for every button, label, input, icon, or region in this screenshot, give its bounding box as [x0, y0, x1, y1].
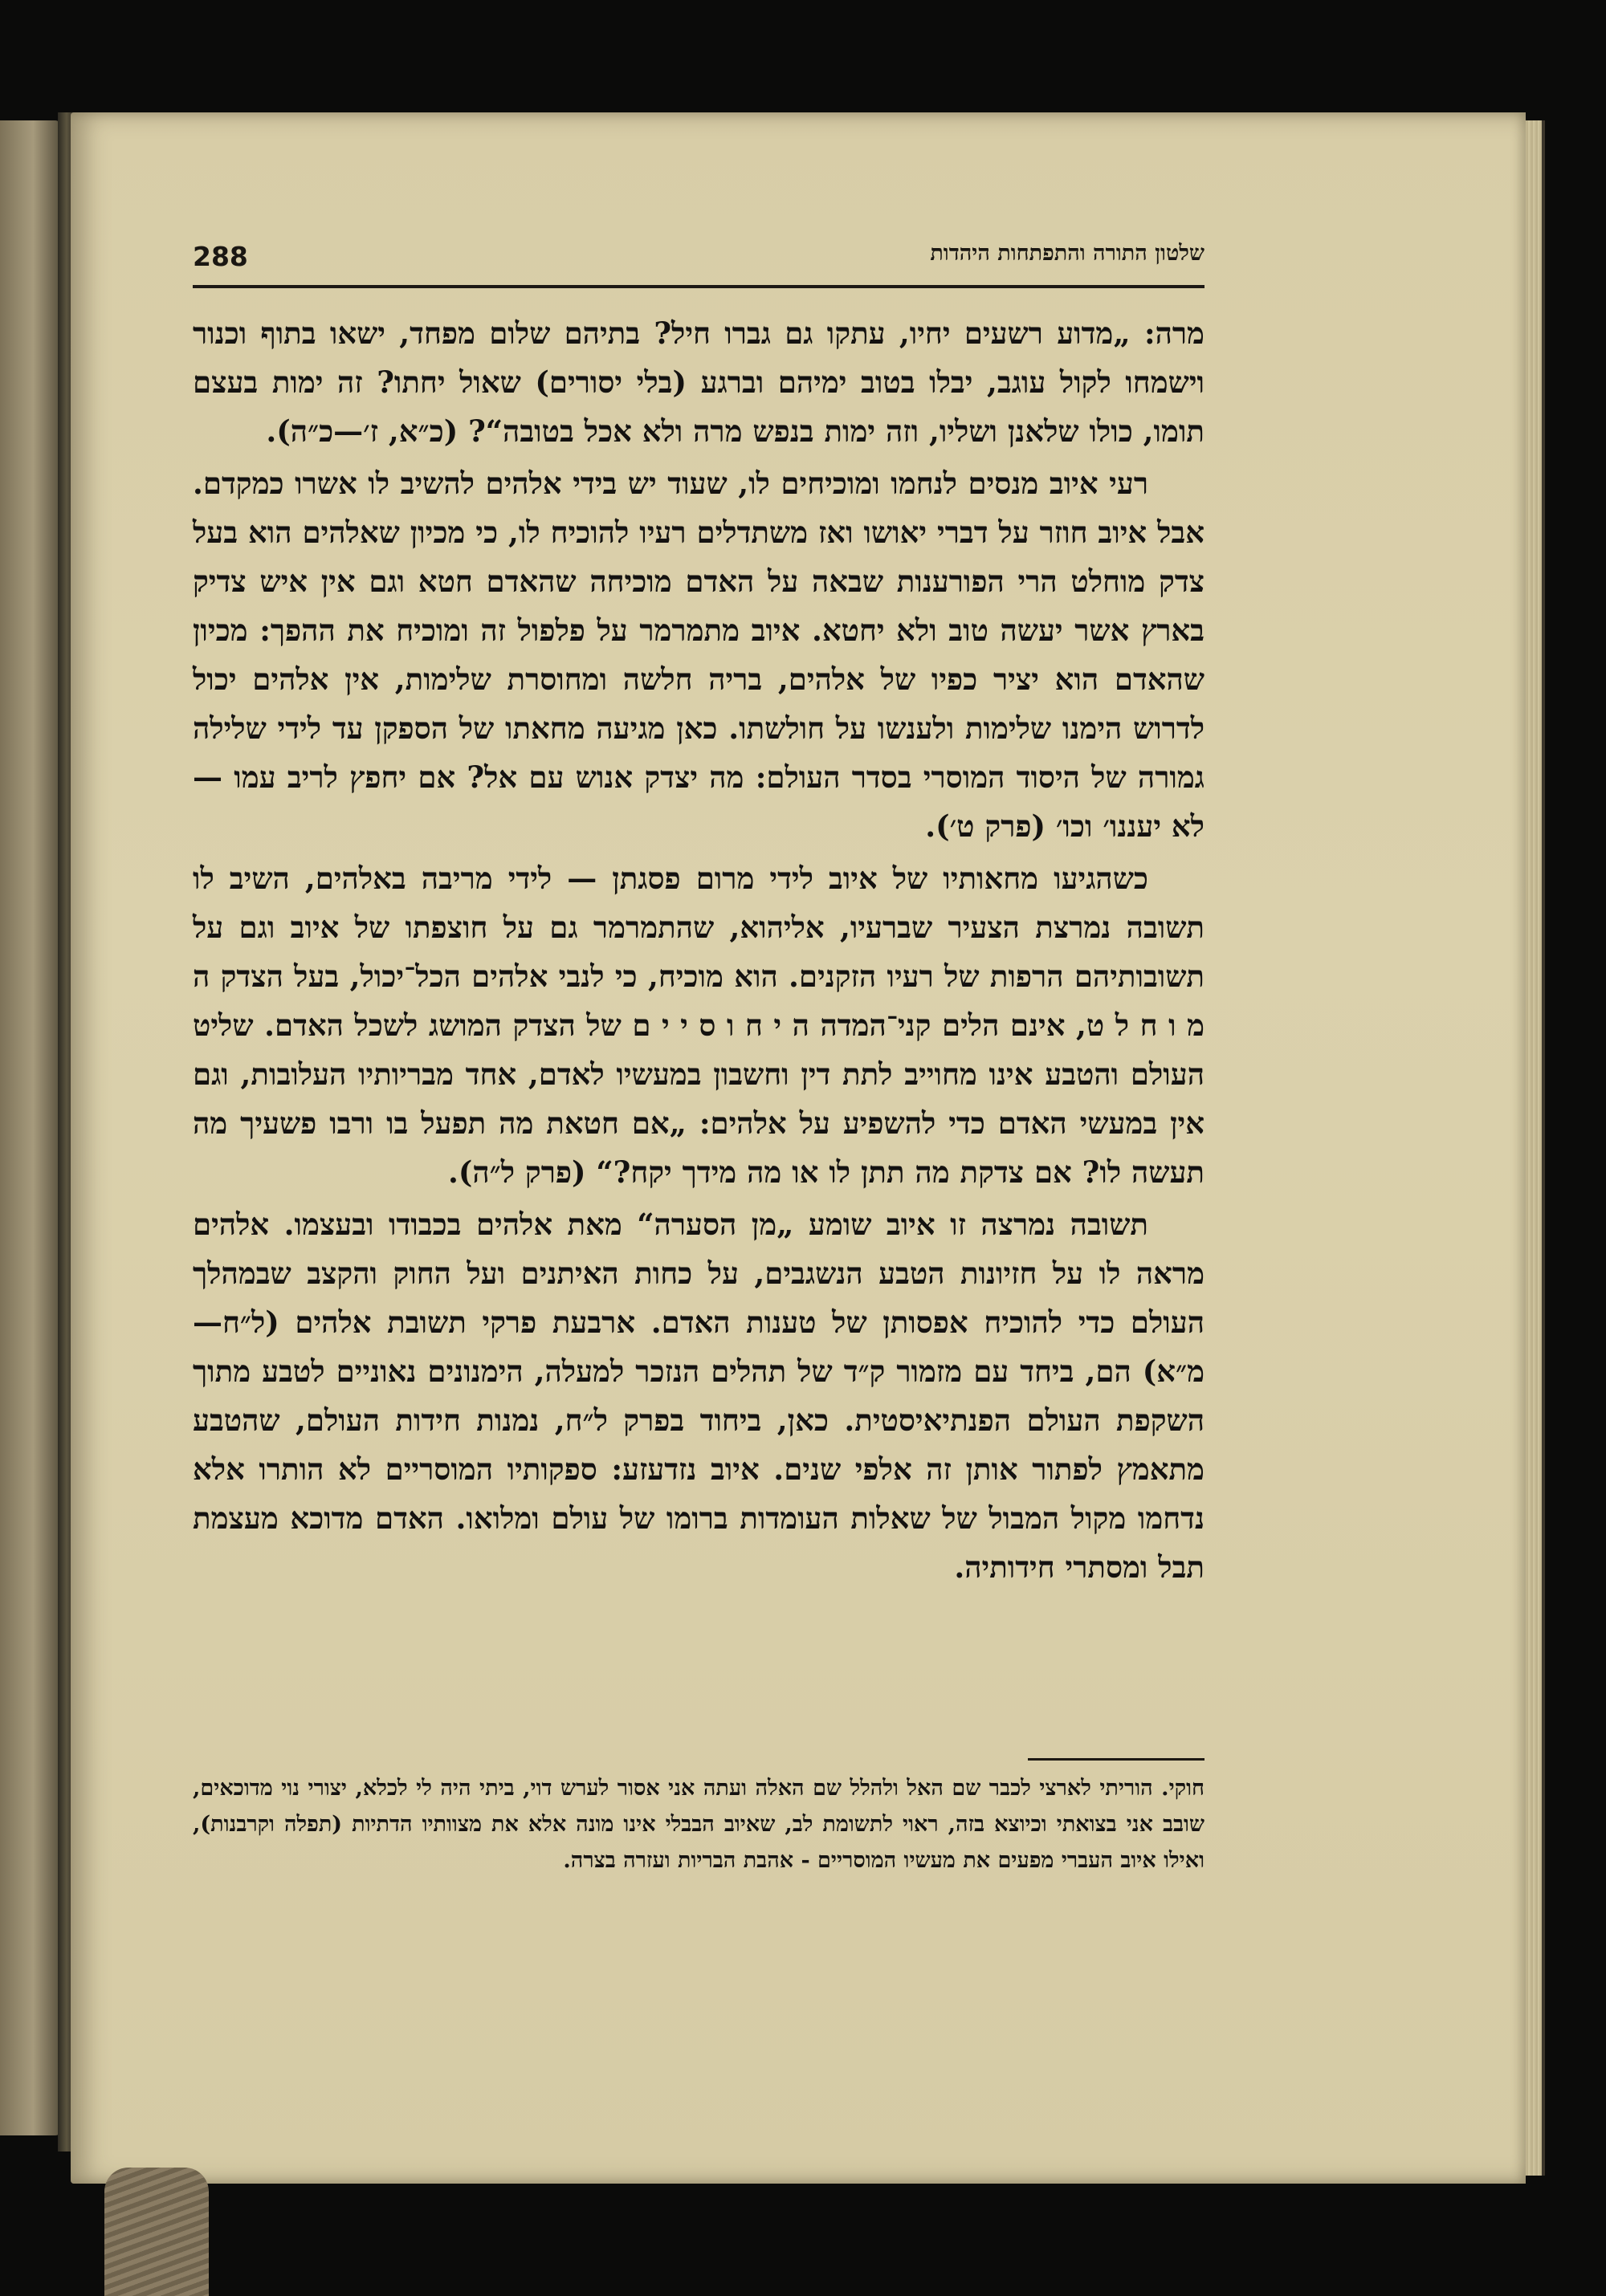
footnote: חוקי. הוריתי לארצי לכבר שם האל ולהלל שם האלה ועתה אני אסור לערש דוי, ביתי היה לי לכלא, יצורי נוי מדוכאים, שובב אני בצואתי וכיוצא בזה, ראוי לתשומת לב, שאיוב הבבלי אינו מונה אלא את מצוותיו הדתיות (תפלה וקרבנות), ואילו איוב העברי מפעים את מעשיו המוסריים - אהבת הבריות ועזרה בצרה. [193, 1776, 1204, 1873]
facing-page-edge [0, 120, 60, 2135]
bookmark-ribbon [104, 2168, 209, 2296]
paragraph: רעי איוב מנסים לנחמו ומוכיחים לו, שעוד יש בידי אלהים להשיב לו אשרו כמקדם. אבל איוב חוזר על דברי יאושו ואז משתדלים רעיו להוכיח לו, כי מכיון שאלהים הוא בעל צדק מוחלט הרי הפורענות שבאה על האדם מוכיחה שהאדם חטא וגם אין איש צדיק בארץ אשר יעשה טוב ולא יחטא. איוב מתמרמר על פלפול זה ומוכיח את ההפך: מכיון שהאדם הוא יציר כפיו של אלהים, בריה חלשה ומחוסרת שלימות, אין אלהים יכול לדרוש הימנו שלימות ולענשו על חולשתו. כאן מגיעה מחאתו של הספקן עד לידי שלילה גמורה של היסוד המוסרי בסדר העולם: מה יצדק אנוש עם אל? אם יחפץ לריב עמו — לא יעננו׳ וכו׳ (פרק ט׳). [193, 466, 1204, 844]
header-rule [193, 285, 1204, 288]
page-header [193, 233, 1204, 281]
page-number: 288 [193, 241, 248, 272]
running-head: שלטון התורה והתפתחות היהדות [930, 241, 1204, 266]
paragraph: כשהגיעו מחאותיו של איוב לידי מרום פסגתן — לידי מריבה באלהים, השיב לו תשובה נמרצת הצעיר שברעיו, אליהוא, שהתמרמר גם על חוצפתו של איוב וגם על תשובותיהם הרפות של רעיו הזקנים. הוא מוכיח, כי לנבי אלהים הכל־יכול, בעל הצדק ה מ ו ח ל ט, אינם הלים קני־המדה ה י ח ו ס י י ם של הצדק המושג לשכל האדם. שליט העולם והטבע אינו מחוייב לתת דין וחשבון במעשיו לאדם, אחד מבריותיו העלובות, וגם אין במעשי האדם כדי להשפיע על אלהים: „אם חטאת מה תפעל בו ורבו פשעיך מה תעשה לו? אם צדקת מה תתן לו או מה מידך יקח?“ (פרק ל״ה). [193, 861, 1204, 1190]
footnote-rule [1028, 1758, 1204, 1761]
paragraph: תשובה נמרצה זו איוב שומע „מן הסערה“ מאת אלהים בכבודו ובעצמו. אלהים מראה לו על חזיונות הטבע הנשגבים, על כחות האיתנים ועל החוק והקצב שבמהלך העולם כדי להוכיח אפסותן של טענות האדם. ארבעת פרקי תשובת אלהים (ל״ח—מ״א) הם, ביחד עם מזמור ק״ד של תהלים הנזכר למעלה, הימנונים נאוניים לטבע מתוך השקפת העולם הפנתיאיסטית. כאן, ביחוד בפרק ל״ח, נמנות חידות העולם, שהטבע מתאמץ לפתור אותן זה אלפי שנים. איוב נזדעזע: ספקותיו המוסריים לא הותרו אלא נדחמו מקול המבול של שאלות העומדות ברומו של עולם ומלואו. האדם מדוכא מעצמת תבל ומסתרי חידותיה. [193, 1207, 1204, 1585]
paragraph: מרה: „מדוע רשעים יחיו, עתקו גם גברו חיל? בתיהם שלום מפחד, ישאו בתוף וכנור וישמחו לקול עוגב, יבלו בטוב ימיהם וברגע (בלי יסורים) שאול יחתו? זה ימות בעצם תומו, כולו שלאנן ושליו, וזה ימות בנפש מרה ולא אכל בטובה“? (כ״א, ז׳—כ״ה). [193, 315, 1204, 449]
body-text [193, 309, 1204, 1595]
